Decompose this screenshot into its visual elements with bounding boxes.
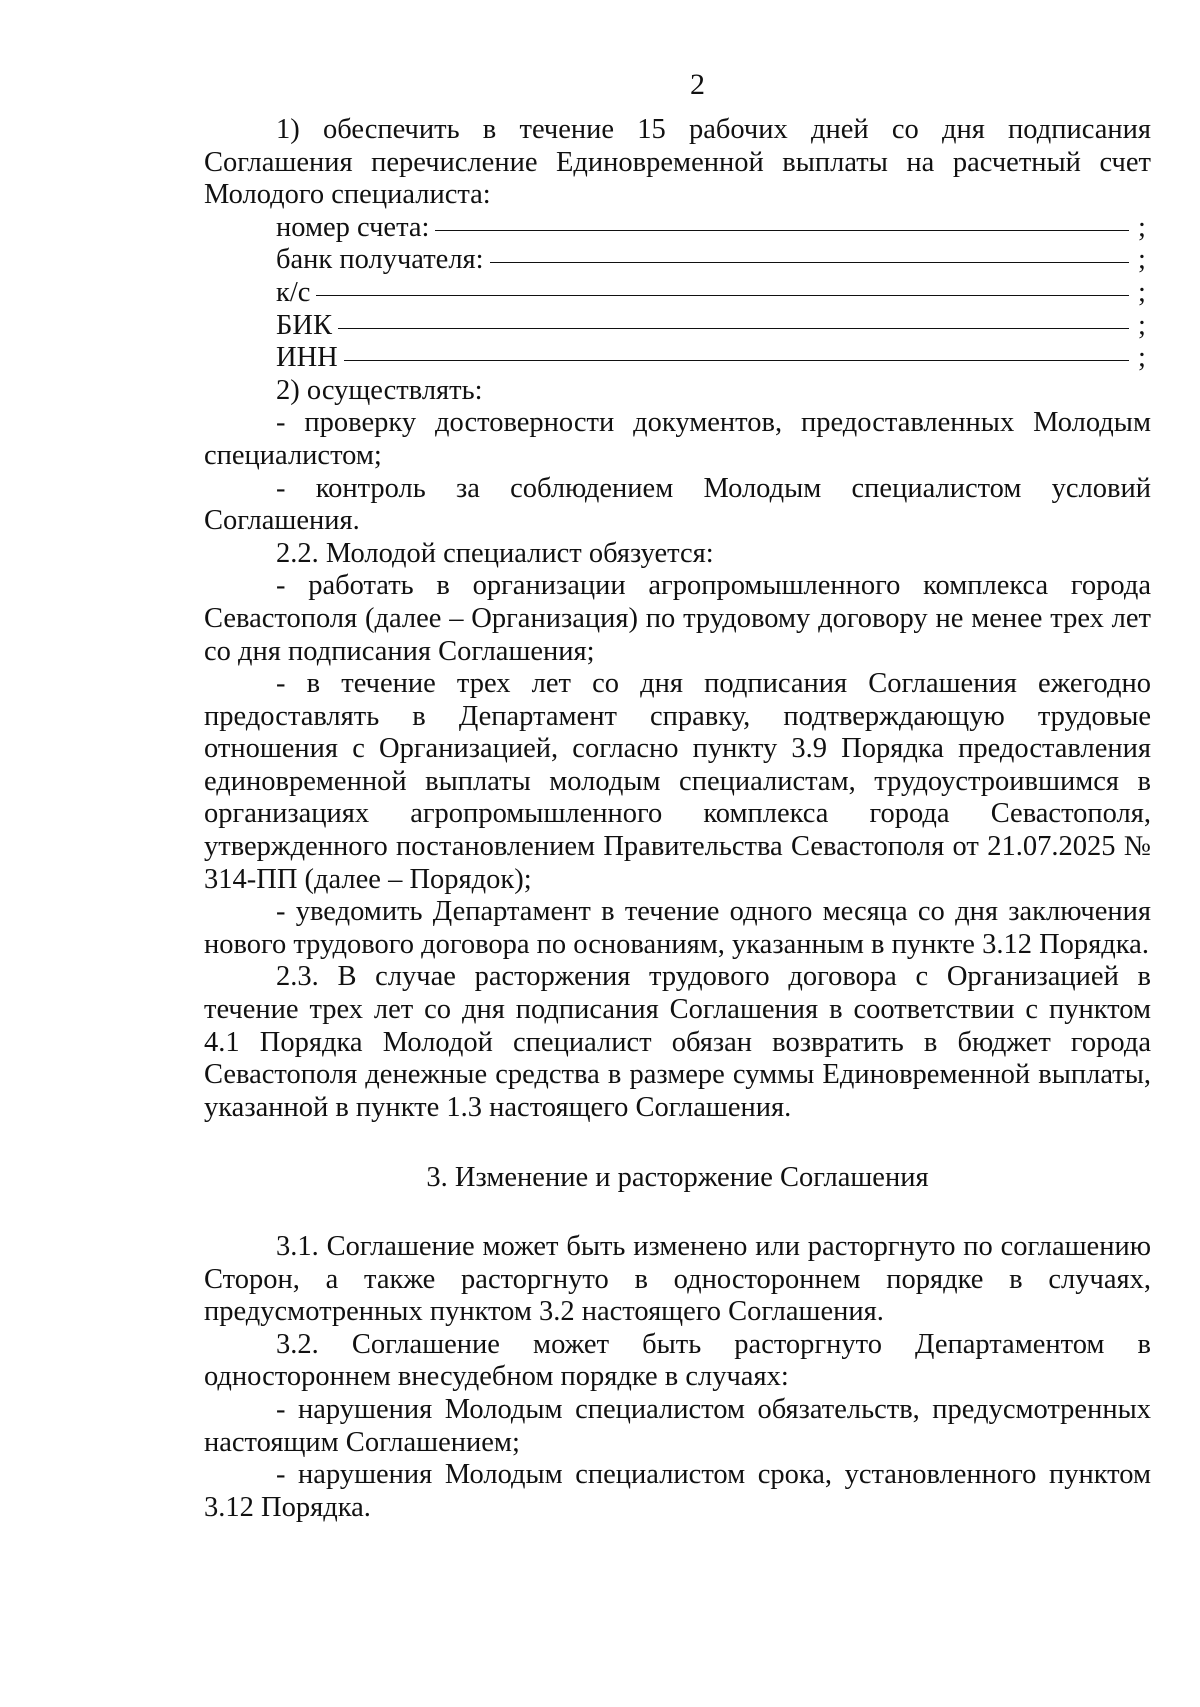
section-title: 3. Изменение и расторжение Соглашения [426,1162,929,1194]
field-bank [204,244,1151,277]
paragraph-12: - нарушения Молодым специалистом обязательств, предусмотренных настоящим Соглашением; [204,1393,1151,1458]
field-end: ; [1138,276,1146,308]
paragraph-8: - уведомить Департамент в течение одного месяца со дня заключения нового трудового договора по основаниям, указанным в пункте 3.12 Порядка. [204,896,1151,960]
paragraph-5: 2.2. Молодой специалист обязуется: [276,537,714,569]
field-bik [204,310,1151,343]
paragraph-9: 2.3. В случае расторжения трудового договора с Организацией в течение трех лет со дня подписания Соглашения в соответствии с пунктом 4.1 Порядка Молодой специалист обязан возвратить в бюджет города Севастополя денежные средства в размере суммы Единовременной выплаты, указанной в пункте 1.3 настоящего Соглашения. [204,961,1151,1123]
paragraph-4: - контроль за соблюдением Молодым специалистом условий Соглашения. [204,472,1151,537]
paragraph-11: 3.2. Соглашение может быть расторгнуто Департаментом в одностороннем внесудебном порядке в случаях: [204,1328,1151,1393]
field-end: ; [1138,309,1146,341]
field-account-number [204,212,1151,245]
paragraph-1: 1) обеспечить в течение 15 рабочих дней со дня подписания Соглашения перечисление Единовременной выплаты на расчетный счет Молодого специалиста: [204,114,1151,211]
field-label: номер счета: [276,211,430,243]
document-page [204,66,1151,1524]
paragraph-7: - в течение трех лет со дня подписания Соглашения ежегодно предоставлять в Департамент справку, подтверждающую трудовые отношения с Организацией, согласно пункту 3.9 Порядка предоставления единовременной выплаты молодым специалистам, трудоустроившимся в организациях агропромышленного комплекса города Севастополя, утвержденного постановлением Правительства Севастополя от 21.07.2025 № 314-ПП (далее – Порядок); [204,668,1151,895]
paragraph-6: - работать в организации агропромышленного комплекса города Севастополя (далее – Организация) по трудовому договору не менее трех лет со дня подписания Соглашения; [204,570,1151,667]
field-label: банк получателя: [276,244,484,276]
field-end: ; [1138,244,1146,276]
paragraph-10: 3.1. Соглашение может быть изменено или расторгнуто по соглашению Сторон, а также расторгнуто в одностороннем порядке в случаях, предусмотренных пунктом 3.2 настоящего Соглашения. [204,1231,1151,1328]
field-end: ; [1138,342,1146,374]
field-label: ИНН [276,342,338,374]
paragraph-2: 2) осуществлять: [276,374,483,406]
blank-line [435,230,1129,231]
field-label: БИК [276,309,332,341]
blank-line [338,328,1129,329]
blank-line [316,295,1129,296]
field-end: ; [1138,211,1146,243]
paragraph-3: - проверку достоверности документов, предоставленных Молодым специалистом; [204,407,1151,471]
field-ks [204,277,1151,310]
field-inn [204,342,1151,375]
page-number: 2 [690,68,705,101]
field-label: к/с [276,276,311,308]
paragraph-13: - нарушения Молодым специалистом срока, установленного пунктом 3.12 Порядка. [204,1459,1151,1523]
blank-line [490,262,1129,263]
blank-line [344,360,1129,361]
